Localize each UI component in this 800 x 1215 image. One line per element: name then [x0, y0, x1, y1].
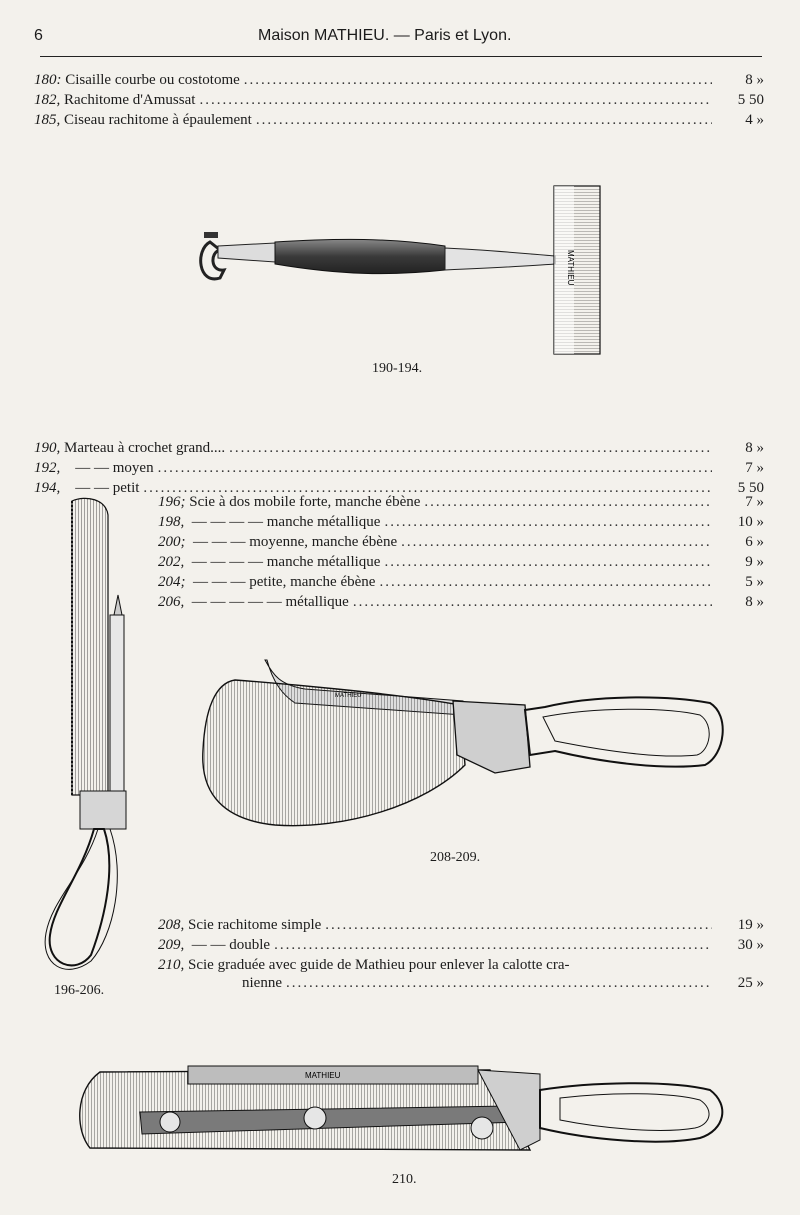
figure-caption: 210.: [392, 1172, 417, 1187]
graduated-saw-illustration: [70, 1060, 740, 1165]
list-item: 210, Scie graduée avec guide de Mathieu pour enlever la calotte cra-: [158, 957, 570, 973]
list-item: 202, — — — — manche métallique ..... 9 »: [158, 554, 764, 574]
list-item: 208, Scie rachitome simple ..... 19 »: [158, 917, 764, 937]
list-item: 182, Rachitome d'Amussat ..... 5 50: [34, 92, 764, 112]
price-list-1: [34, 72, 764, 132]
list-item: 190, Marteau à crochet grand.... ..... 8 »: [34, 440, 764, 460]
list-item: 196; Scie à dos mobile forte, manche ébène ..... 7 »: [158, 494, 764, 514]
list-item: 180: Cisaille courbe ou costotome ..... 8 »: [34, 72, 764, 92]
engraving-mark: MATHIEU: [566, 250, 575, 286]
figure-caption: 208-209.: [430, 850, 481, 865]
page-number: 6: [34, 27, 43, 44]
header-rule: [40, 56, 762, 57]
price-list-2: [34, 440, 764, 500]
list-item: 204; — — — petite, manche ébène ..... 5 »: [158, 574, 764, 594]
figure-caption: 196-206.: [54, 983, 105, 998]
hammer-illustration: [190, 180, 610, 360]
list-item-continuation: nienne ..... 25 »: [158, 975, 764, 995]
page-title: Maison MATHIEU. — Paris et Lyon.: [258, 27, 512, 44]
price-list-4: [158, 917, 764, 995]
figure-caption: 190-194.: [372, 361, 423, 376]
list-item: 209, — — double ..... 30 »: [158, 937, 764, 957]
list-item: 194, — — petit ..... 5 50: [34, 480, 764, 500]
rachitome-saw-illustration: [195, 655, 735, 840]
engraving-mark: MATHIEU: [305, 1071, 341, 1080]
engraving-mark: MATHIEU: [335, 693, 362, 699]
list-item: 185, Ciseau rachitome à épaulement ..... 4 »: [34, 112, 764, 132]
list-item: 206, — — — — — métallique ..... 8 »: [158, 594, 764, 614]
list-item: 192, — — moyen ..... 7 »: [34, 460, 764, 480]
list-item: 200; — — — moyenne, manche ébène ..... 6 »: [158, 534, 764, 554]
list-item: 198, — — — — manche métallique ..... 10 »: [158, 514, 764, 534]
price-list-3: [158, 494, 764, 614]
back-saw-illustration: [36, 495, 136, 975]
